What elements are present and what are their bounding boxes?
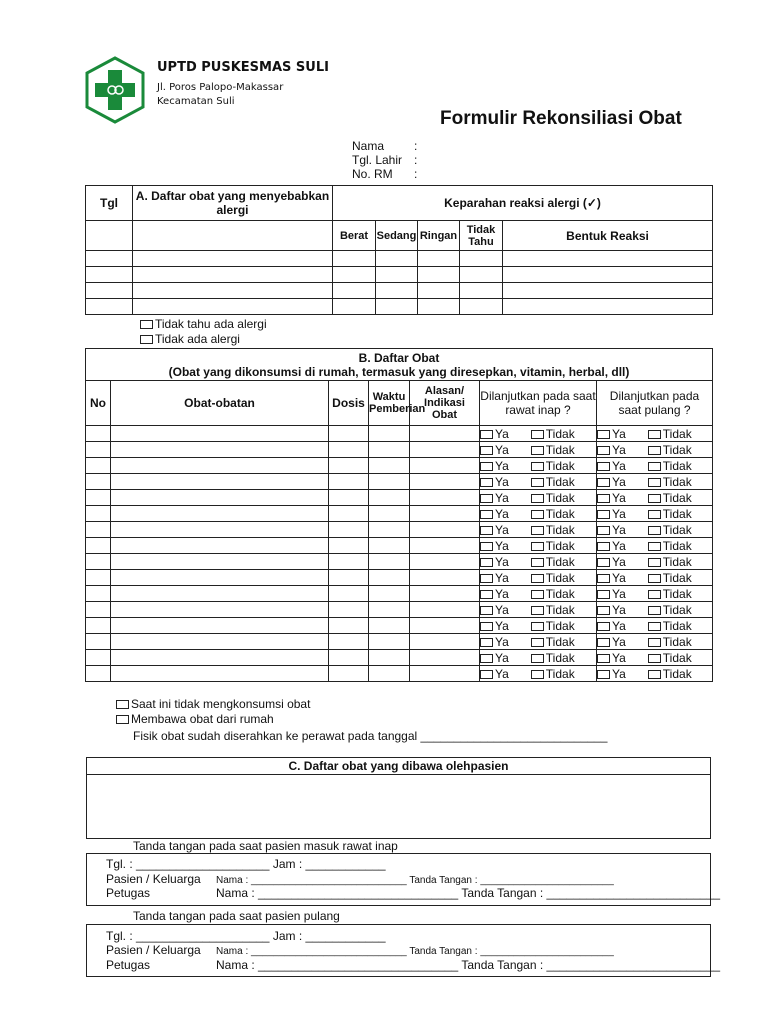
checkbox-tidak[interactable] xyxy=(648,638,661,647)
col-sedang: Sedang xyxy=(376,221,418,251)
tidak-label: Tidak xyxy=(545,538,575,553)
form-title: Formulir Rekonsiliasi Obat xyxy=(440,108,682,129)
checkbox-tidak[interactable] xyxy=(531,494,544,503)
tidak-label: Tidak xyxy=(662,586,692,601)
section-b-subtitle: (Obat yang dikonsumsi di rumah, termasuk yang diresepkan, vitamin, herbal, dll) xyxy=(168,364,630,379)
org-district: Kecamatan Suli xyxy=(157,96,235,107)
tidak-label: Tidak xyxy=(662,618,692,633)
checkbox-tidak[interactable] xyxy=(648,446,661,455)
checkbox-tidak[interactable] xyxy=(531,430,544,439)
sig-pulang-petugas[interactable]: Petugas Nama : ______________________________ Tanda Tangan : __________________________ xyxy=(106,958,721,972)
checkbox-tidak[interactable] xyxy=(531,590,544,599)
tidak-label: Tidak xyxy=(545,458,575,473)
tidak-label: Tidak xyxy=(545,474,575,489)
lanjut-pulang-cell[interactable] xyxy=(597,506,713,522)
ya-label: Ya xyxy=(495,570,509,585)
ya-label: Ya xyxy=(612,570,626,585)
tidak-label: Tidak xyxy=(662,490,692,505)
lanjut-pulang-cell[interactable] xyxy=(597,666,713,682)
table-row[interactable] xyxy=(86,554,713,570)
checkbox-ya[interactable] xyxy=(480,606,493,615)
table-row[interactable] xyxy=(86,442,713,458)
checkbox-tidak[interactable] xyxy=(531,654,544,663)
tidak-label: Tidak xyxy=(662,506,692,521)
table-row[interactable] xyxy=(86,490,713,506)
checkbox[interactable] xyxy=(116,715,129,724)
sig-pulang-title: Tanda tangan pada saat pasien pulang xyxy=(133,909,340,923)
tidak-label: Tidak xyxy=(545,522,575,537)
tidak-label: Tidak xyxy=(662,442,692,457)
tidak-label: Tidak xyxy=(545,618,575,633)
checkbox-ya[interactable] xyxy=(480,446,493,455)
ya-label: Ya xyxy=(495,618,509,633)
table-row[interactable] xyxy=(86,267,713,283)
checkbox-ya[interactable] xyxy=(597,430,610,439)
tidak-label: Tidak xyxy=(662,634,692,649)
col-lanjut-inap: Dilanjutkan pada saat rawat inap ? xyxy=(480,381,597,426)
ya-label: Ya xyxy=(612,634,626,649)
col-tgl: Tgl xyxy=(86,186,133,221)
ya-label: Ya xyxy=(495,650,509,665)
checkbox-ya[interactable] xyxy=(597,590,610,599)
sig-masuk-title: Tanda tangan pada saat pasien masuk rawat inap xyxy=(133,839,398,853)
checkbox-ya[interactable] xyxy=(480,430,493,439)
checkbox-tidak[interactable] xyxy=(648,590,661,599)
checkbox-ya[interactable] xyxy=(597,478,610,487)
ya-label: Ya xyxy=(612,666,626,681)
ya-label: Ya xyxy=(495,634,509,649)
table-row[interactable] xyxy=(86,570,713,586)
checkbox-tidak[interactable] xyxy=(648,526,661,535)
checkbox-ya[interactable] xyxy=(597,494,610,503)
table-row[interactable] xyxy=(86,426,713,442)
checkbox-ya[interactable] xyxy=(480,462,493,471)
lanjut-pulang-cell[interactable] xyxy=(597,538,713,554)
ya-label: Ya xyxy=(612,650,626,665)
tidak-label: Tidak xyxy=(545,586,575,601)
lanjut-pulang-cell[interactable] xyxy=(597,442,713,458)
col-dosis: Dosis xyxy=(329,381,369,426)
tidak-label: Tidak xyxy=(545,490,575,505)
ya-label: Ya xyxy=(495,586,509,601)
checkbox-ya[interactable] xyxy=(480,622,493,631)
checkbox[interactable] xyxy=(140,335,153,344)
checkbox-tidak[interactable] xyxy=(531,670,544,679)
section-b-title: B. Daftar Obat xyxy=(358,350,440,365)
table-row[interactable] xyxy=(86,586,713,602)
ya-label: Ya xyxy=(612,426,626,441)
lanjut-inap-cell[interactable] xyxy=(480,522,597,538)
sig-masuk-tgl[interactable]: Tgl. : ____________________ Jam : ____________ xyxy=(106,857,386,871)
tidak-label: Tidak xyxy=(545,506,575,521)
checkbox-tidak[interactable] xyxy=(648,654,661,663)
col-ringan: Ringan xyxy=(418,221,460,251)
opt-tidak-ada-alergi[interactable]: Tidak ada alergi xyxy=(140,332,240,346)
lanjut-pulang-cell[interactable] xyxy=(597,458,713,474)
checkbox-ya[interactable] xyxy=(480,590,493,599)
tidak-label: Tidak xyxy=(545,666,575,681)
checkbox-tidak[interactable] xyxy=(648,430,661,439)
lanjut-pulang-cell[interactable] xyxy=(597,634,713,650)
checkbox-ya[interactable] xyxy=(597,606,610,615)
col-berat: Berat xyxy=(333,221,376,251)
lanjut-inap-cell[interactable] xyxy=(480,442,597,458)
checkbox-ya[interactable] xyxy=(480,542,493,551)
lanjut-pulang-cell[interactable] xyxy=(597,618,713,634)
checkbox-tidak[interactable] xyxy=(648,478,661,487)
lanjut-pulang-cell[interactable] xyxy=(597,490,713,506)
ya-label: Ya xyxy=(612,602,626,617)
tidak-label: Tidak xyxy=(662,458,692,473)
tidak-label: Tidak xyxy=(545,634,575,649)
table-row[interactable] xyxy=(86,522,713,538)
checkbox-ya[interactable] xyxy=(480,494,493,503)
table-row[interactable] xyxy=(86,650,713,666)
lanjut-pulang-cell[interactable] xyxy=(597,586,713,602)
table-row[interactable] xyxy=(86,634,713,650)
nama-label: Nama xyxy=(352,139,385,153)
col-alasan: Alasan/ Indikasi Obat xyxy=(410,381,480,426)
checkbox-tidak[interactable] xyxy=(648,462,661,471)
sig-masuk-pasien[interactable]: Pasien / Keluarga Nama : ____________________________ Tanda Tangan : ________________________ xyxy=(106,872,614,886)
ya-label: Ya xyxy=(612,586,626,601)
tidak-label: Tidak xyxy=(662,650,692,665)
checkbox-ya[interactable] xyxy=(597,446,610,455)
checkbox-ya[interactable] xyxy=(480,654,493,663)
tidak-label: Tidak xyxy=(662,426,692,441)
checkbox-ya[interactable] xyxy=(597,654,610,663)
ya-label: Ya xyxy=(612,490,626,505)
checkbox-tidak[interactable] xyxy=(531,526,544,535)
ya-label: Ya xyxy=(612,618,626,633)
fisik-obat-line: Fisik obat sudah diserahkan ke perawat pada tanggal ____________________________ xyxy=(133,729,608,743)
col-bentuk-reaksi: Bentuk Reaksi xyxy=(503,221,713,251)
ya-label: Ya xyxy=(495,458,509,473)
table-row[interactable] xyxy=(86,538,713,554)
ya-label: Ya xyxy=(495,666,509,681)
table-row[interactable] xyxy=(86,251,713,267)
table-row[interactable] xyxy=(86,602,713,618)
checkbox-ya[interactable] xyxy=(480,670,493,679)
table-row[interactable] xyxy=(86,506,713,522)
ya-label: Ya xyxy=(495,490,509,505)
checkbox-tidak[interactable] xyxy=(531,574,544,583)
lanjut-inap-cell[interactable] xyxy=(480,554,597,570)
ya-label: Ya xyxy=(495,506,509,521)
lanjut-pulang-cell[interactable] xyxy=(597,602,713,618)
severity-title: Keparahan reaksi alergi (✓) xyxy=(333,186,713,221)
sig-masuk-petugas[interactable]: Petugas Nama : ______________________________ Tanda Tangan : __________________________ xyxy=(106,886,721,900)
tgl-lahir-field: Tgl. Lahir : xyxy=(352,153,418,167)
checkbox-ya[interactable] xyxy=(597,670,610,679)
checkbox-tidak[interactable] xyxy=(531,510,544,519)
col-obat: Obat-obatan xyxy=(111,381,329,426)
no-rm-label: No. RM xyxy=(352,167,393,181)
medication-table xyxy=(85,348,713,682)
tidak-label: Tidak xyxy=(545,570,575,585)
lanjut-inap-cell[interactable] xyxy=(480,586,597,602)
opt-bawa-obat[interactable]: Membawa obat dari rumah xyxy=(116,712,274,726)
sig-pulang-tgl[interactable]: Tgl. : ____________________ Jam : ____________ xyxy=(106,929,386,943)
tgl-lahir-label: Tgl. Lahir xyxy=(352,153,403,167)
checkbox-tidak[interactable] xyxy=(648,606,661,615)
tidak-label: Tidak xyxy=(662,538,692,553)
tidak-label: Tidak xyxy=(545,554,575,569)
nama-field: Nama : xyxy=(352,139,418,153)
checkbox-ya[interactable] xyxy=(480,510,493,519)
lanjut-pulang-cell[interactable] xyxy=(597,522,713,538)
ya-label: Ya xyxy=(612,506,626,521)
checkbox[interactable] xyxy=(140,320,153,329)
section-b-header xyxy=(86,349,713,381)
table-row[interactable] xyxy=(86,666,713,682)
ya-label: Ya xyxy=(612,458,626,473)
checkbox-tidak[interactable] xyxy=(531,462,544,471)
col-waktu: Waktu Pemberian xyxy=(369,381,410,426)
lanjut-inap-cell[interactable] xyxy=(480,618,597,634)
ya-label: Ya xyxy=(495,474,509,489)
col-lanjut-pulang: Dilanjutkan pada saat pulang ? xyxy=(597,381,713,426)
checkbox-tidak[interactable] xyxy=(648,510,661,519)
lanjut-inap-cell[interactable] xyxy=(480,458,597,474)
lanjut-inap-cell[interactable] xyxy=(480,650,597,666)
opt-tidak-konsumsi[interactable]: Saat ini tidak mengkonsumsi obat xyxy=(116,697,310,711)
lanjut-inap-cell[interactable] xyxy=(480,490,597,506)
table-row[interactable] xyxy=(86,458,713,474)
allergy-table xyxy=(85,185,713,315)
checkbox-ya[interactable] xyxy=(597,526,610,535)
lanjut-inap-cell[interactable] xyxy=(480,666,597,682)
checkbox-ya[interactable] xyxy=(597,558,610,567)
ya-label: Ya xyxy=(495,442,509,457)
checkbox-ya[interactable] xyxy=(597,462,610,471)
tidak-label: Tidak xyxy=(662,554,692,569)
checkbox-ya[interactable] xyxy=(597,542,610,551)
tidak-label: Tidak xyxy=(545,650,575,665)
ya-label: Ya xyxy=(612,442,626,457)
col-tidak-tahu: Tidak Tahu xyxy=(460,221,503,251)
ya-label: Ya xyxy=(612,474,626,489)
org-name: UPTD PUSKESMAS SULI xyxy=(157,60,329,75)
checkbox-ya[interactable] xyxy=(480,574,493,583)
checkbox-ya[interactable] xyxy=(597,622,610,631)
ya-label: Ya xyxy=(495,538,509,553)
checkbox-tidak[interactable] xyxy=(648,558,661,567)
tidak-label: Tidak xyxy=(662,474,692,489)
checkbox-ya[interactable] xyxy=(480,638,493,647)
lanjut-pulang-cell[interactable] xyxy=(597,474,713,490)
lanjut-inap-cell[interactable] xyxy=(480,538,597,554)
section-c-box[interactable] xyxy=(86,757,711,839)
ya-label: Ya xyxy=(495,426,509,441)
checkbox-ya[interactable] xyxy=(480,558,493,567)
org-address: Jl. Poros Palopo-Makassar xyxy=(157,82,284,93)
checkbox-ya[interactable] xyxy=(480,478,493,487)
checkbox-ya[interactable] xyxy=(597,510,610,519)
checkbox-tidak[interactable] xyxy=(531,638,544,647)
allergy-title: A. Daftar obat yang menyebabkan alergi xyxy=(133,186,333,221)
checkbox[interactable] xyxy=(116,700,129,709)
lanjut-pulang-cell[interactable] xyxy=(597,554,713,570)
checkbox-ya[interactable] xyxy=(480,526,493,535)
sig-pulang-pasien[interactable]: Pasien / Keluarga Nama : ____________________________ Tanda Tangan : ________________________ xyxy=(106,943,614,957)
lanjut-inap-cell[interactable] xyxy=(480,506,597,522)
tidak-label: Tidak xyxy=(662,522,692,537)
checkbox-tidak[interactable] xyxy=(531,622,544,631)
checkbox-tidak[interactable] xyxy=(531,478,544,487)
checkbox-tidak[interactable] xyxy=(531,606,544,615)
ya-label: Ya xyxy=(612,554,626,569)
lanjut-inap-cell[interactable] xyxy=(480,570,597,586)
ya-label: Ya xyxy=(612,522,626,537)
tidak-label: Tidak xyxy=(545,602,575,617)
lanjut-inap-cell[interactable] xyxy=(480,602,597,618)
tidak-label: Tidak xyxy=(662,570,692,585)
ya-label: Ya xyxy=(495,554,509,569)
lanjut-inap-cell[interactable] xyxy=(480,634,597,650)
table-row[interactable] xyxy=(86,299,713,315)
checkbox-tidak[interactable] xyxy=(648,574,661,583)
tidak-label: Tidak xyxy=(545,426,575,441)
tidak-label: Tidak xyxy=(662,602,692,617)
checkbox-tidak[interactable] xyxy=(648,542,661,551)
checkbox-tidak[interactable] xyxy=(531,542,544,551)
ya-label: Ya xyxy=(612,538,626,553)
ya-label: Ya xyxy=(495,602,509,617)
lanjut-pulang-cell[interactable] xyxy=(597,570,713,586)
lanjut-inap-cell[interactable] xyxy=(480,474,597,490)
opt-tidak-tahu-alergi[interactable]: Tidak tahu ada alergi xyxy=(140,317,267,331)
checkbox-tidak[interactable] xyxy=(531,558,544,567)
ya-label: Ya xyxy=(495,522,509,537)
no-rm-field: No. RM : xyxy=(352,167,418,181)
checkbox-tidak[interactable] xyxy=(531,446,544,455)
tidak-label: Tidak xyxy=(662,666,692,681)
checkbox-ya[interactable] xyxy=(597,638,610,647)
checkbox-tidak[interactable] xyxy=(648,622,661,631)
table-row[interactable] xyxy=(86,474,713,490)
lanjut-inap-cell[interactable] xyxy=(480,426,597,442)
table-row[interactable] xyxy=(86,283,713,299)
tidak-label: Tidak xyxy=(545,442,575,457)
checkbox-ya[interactable] xyxy=(597,574,610,583)
lanjut-pulang-cell[interactable] xyxy=(597,426,713,442)
table-row[interactable] xyxy=(86,618,713,634)
col-no: No xyxy=(86,381,111,426)
checkbox-tidak[interactable] xyxy=(648,494,661,503)
puskesmas-logo-icon xyxy=(84,56,146,124)
lanjut-pulang-cell[interactable] xyxy=(597,650,713,666)
section-c-title: C. Daftar obat yang dibawa olehpasien xyxy=(87,758,710,775)
checkbox-tidak[interactable] xyxy=(648,670,661,679)
